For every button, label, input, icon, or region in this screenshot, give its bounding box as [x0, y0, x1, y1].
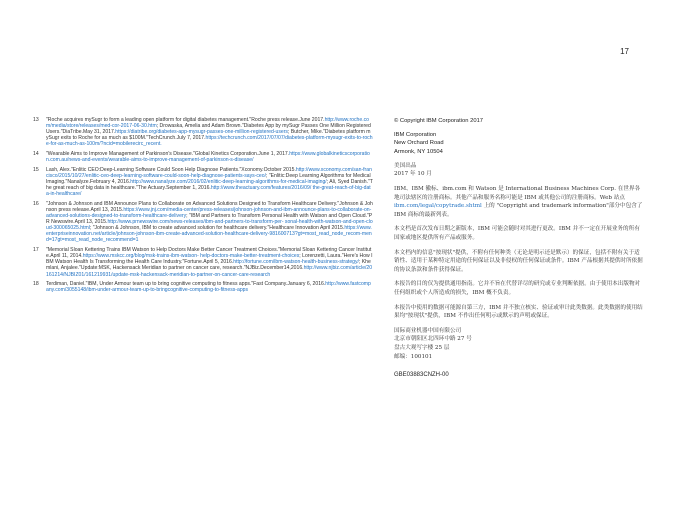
- reference-citation: "Johnson & Johnson and IBM Announce Plans to Collaborate on Advanced Solutions Designed to Transform Healthcare Delivery."Johnson & Johnson press release.April 13, 2015.: [46, 200, 373, 213]
- reference-text: [46, 247, 373, 277]
- document-code: GBE03883CNZH-00: [394, 372, 449, 379]
- reference-citation: ; Khemlani, Anjalee."Update:MSK, Hackensack Meridian to partner on cancer care, research."NJBiz.December14,2016.: [46, 259, 371, 272]
- reference-link[interactable]: http://www.njbiz.com/article/20161214/NJBIZ01/161219931/update-msk-hackensack-meridian-to-partner-on-cancer-care-research: [46, 265, 373, 278]
- reference-text: [46, 281, 373, 293]
- china-address-line: 邮编：100101: [394, 353, 433, 360]
- china-address-line: 盘古大观写字楼 25 层: [394, 344, 450, 351]
- reference-text: [46, 167, 373, 197]
- reference-number: 14: [33, 151, 39, 158]
- reference-link[interactable]: http://www.roche.com/media/store/releases/med-cor-2017-06-30.htm: [46, 117, 370, 130]
- reference-link[interactable]: https://www.enterpriseinnovation.net/article/johnson-johnson-ibm-create-advanced-solution-healthcare-delivery-981600713?gt=most_read_node_recom-mend=17gt=most_read_node_recommend=1: [46, 225, 372, 244]
- reference-link[interactable]: http://www.theactuary.com/features/2016/09/ the-great-reach-of-big-data-in-healthcare/: [46, 185, 371, 198]
- page-number: 17: [620, 47, 629, 56]
- produced-in: [394, 162, 644, 179]
- reference-link[interactable]: http://www.xconomy.com/san-francisco/2015/10/27/enlitic-ceo-deep-learning-software-could-soon-help-diagnose-patients-says-ceo/: [46, 166, 372, 179]
- reference-citation: ; Butcher, Mike."Diabetes platform mySugr exits to Roche for as much as $100M."TechCrunch.July 7, 2017.: [46, 129, 371, 142]
- reference-text: [46, 117, 373, 147]
- reference-link[interactable]: https://diatribe.org/diabetes-app-mysugr-passes-one-million-registered-users: [115, 129, 288, 136]
- reference-citation: ; Lorenzetti, Laura."Here's How IBM Watson Health Is Transforming the Health Care Industry."Fortune.April 5, 2016.: [46, 253, 373, 266]
- reference-link[interactable]: https://www.mskcc.org/blog/msk-trains-ibm-watson- help-doctors-make-better-treatment-choices: [82, 253, 300, 260]
- china-address-line: 北京市朝阳区北四环中路 27 号: [394, 336, 472, 343]
- reference-citation: Terdiman, Daniel."IBM, Under Armour team up to bring cognitive computing to fitness apps."Fast Company.January 6, 2016.: [46, 281, 326, 288]
- reference-link[interactable]: https://www.jnj.com/media-center/press-releases/johnson-johnson-and-ibm-announce-plans-to-collaborate-on-advanced-solutions-designed-to-transform-healthcare-delivery: [46, 207, 372, 220]
- warranty-paragraph: 本文档内的信息"按现状"提供，不附有任何种类（无论是明示还是默示）的保证，包括不附有关于适销性、适用于某种特定用途的任何保证以及非侵权的任何保证或条件。IBM 产品根据其提供时所依据的协议条款和条件获得保证。: [394, 249, 643, 273]
- reference-citation: Lash, Alex."Enlitic CEO:Deep-Learning Software Could Soon Help Diagnose Patients."Xconomy.October 2015.: [46, 166, 296, 173]
- reference-link[interactable]: https://www.globalkineticscorporation.com.au/news-and-events/wearable-aims-to-improve-management-of-parkinson-s-disease/: [46, 151, 370, 164]
- revision-paragraph: 本文档是首次发布日期之新版本，IBM 可能会随时对其进行更改。IBM 并不一定在开展业务的所有国家或地区提供所有产品或服务。: [394, 226, 640, 241]
- reference-item: [33, 281, 373, 293]
- references-list: [33, 117, 373, 297]
- address-line: Armonk, NY 10504: [394, 148, 443, 155]
- reference-item: [33, 117, 373, 147]
- produced-country: 美国出品: [394, 162, 417, 169]
- trademark-text: IBM、IBM 徽标、ibm.com 和 Watson 是 International Business Machines Corp. 在世界各地司法辖区的注册商标。其他产品和服务名称可能是 IBM 或其他公司的注册商标。Web 站点: [394, 186, 641, 201]
- reference-citation: ; "IBM and Partners to Transform Personal Health with Watson and Open Cloud."PR Newswire.April 13, 2015.: [46, 213, 373, 226]
- trademark-text: 上的 "Copyright and trademark information"部分中包含了 IBM 商标的最新列表。: [394, 203, 643, 218]
- china-address-line: 国际商业机器中国有限公司: [394, 327, 462, 334]
- address-line: New Orchard Road: [394, 140, 444, 147]
- reference-number: 16: [33, 200, 39, 207]
- reference-link[interactable]: http://www.prnewswire.com/news-releases/ibm-and-partners-to-transform-per- sonal-health-with-watson-and-open-cloud-300065025.html: [46, 219, 373, 232]
- reference-link[interactable]: http://www.fastcompany.com/3055148/ibm-under-armour-team-up-to-bringcognitive-computing-to-fitness-apps: [46, 281, 371, 294]
- produced-date: 2017 年 10 月: [394, 171, 432, 178]
- address-line: IBM Corporation: [394, 132, 437, 139]
- trademark-paragraph: [394, 185, 644, 219]
- reference-citation: ; "Johnson & Johnson, IBM to create advanced solution for healthcare delivery."Healthcare Innovation April 2015.: [89, 225, 345, 232]
- reference-link[interactable]: https://techcrunch.com/2017/07/07/diabetes-platform-mysugr-exits-to-roche-for-as-much-as-100m/?ncid=mobilerecirc_recent.: [46, 135, 373, 148]
- reference-text: [46, 201, 373, 244]
- reference-link[interactable]: http://www.nanalyze.com/2016/02/enlitic-deep-learning-algorithms-for-medical-imaging/: [130, 179, 327, 186]
- reference-number: 18: [33, 281, 39, 288]
- reference-item: [33, 247, 373, 277]
- trademark-link[interactable]: ibm.com/legal/copytrade.shtml: [394, 203, 482, 210]
- reference-number: 17: [33, 247, 39, 254]
- reference-link[interactable]: http://fortune.com/ibm-watson-health-business-strategy/: [233, 259, 359, 266]
- reference-item: [33, 167, 373, 197]
- reference-citation: ; "Enlitic:Deep Learning Algorithms for Medical Imaging."Nanalyze.February 4, 2016.: [46, 172, 371, 186]
- china-address: [394, 327, 644, 361]
- reference-number: 15: [33, 166, 39, 173]
- reference-citation: ; Ali, Syed Danish."The great reach of big data in healthcare."The Actuary.September 1, 2016.: [46, 179, 373, 192]
- reference-citation: "Wearable Aims to Improve Management of Parkinson's Disease."Global Kinetics Corporation.June 1, 2017.: [46, 151, 290, 158]
- reference-text: [46, 151, 373, 163]
- guidance-paragraph: 本报告的目的仅为提供通用指南。它并不旨在代替详尽的研究或专业判断依据。由于使用本出版物对任何组织或个人所造成的损失，IBM 概不负责。: [394, 281, 641, 296]
- ibm-address: [394, 131, 644, 156]
- reference-item: [33, 151, 373, 163]
- reference-citation: "Memorial Sloan Kettering Trains IBM Watson to Help Doctors Make Better Cancer Treatment Choices."Memorial Sloan Kettering Cancer Institute.April 11, 2014.: [46, 247, 372, 260]
- third-party-data-paragraph: 本报告中使用的数据可能源自第三方，IBM 并不独立核实、验证或审计此类数据。此类数据的使用结果均"按现状"提供，IBM 不作出任何明示或默示的声明或保证。: [394, 304, 643, 320]
- reference-citation: "Roche acquires mySugr to form a leading open platform for digital diabetes management."Roche press release.June 2017.: [46, 117, 325, 123]
- reference-number: 13: [33, 117, 39, 123]
- copyright-line: © Copyright IBM Corporation 2017: [394, 118, 484, 124]
- reference-item: [33, 201, 373, 244]
- legal-column: [394, 117, 644, 379]
- reference-citation: ; Drowaska, Amelia and Adam Brown."Diabetes App by mySugr Passes One Million Registered Users."DiaTribe.May 31, 2017.: [46, 123, 371, 136]
